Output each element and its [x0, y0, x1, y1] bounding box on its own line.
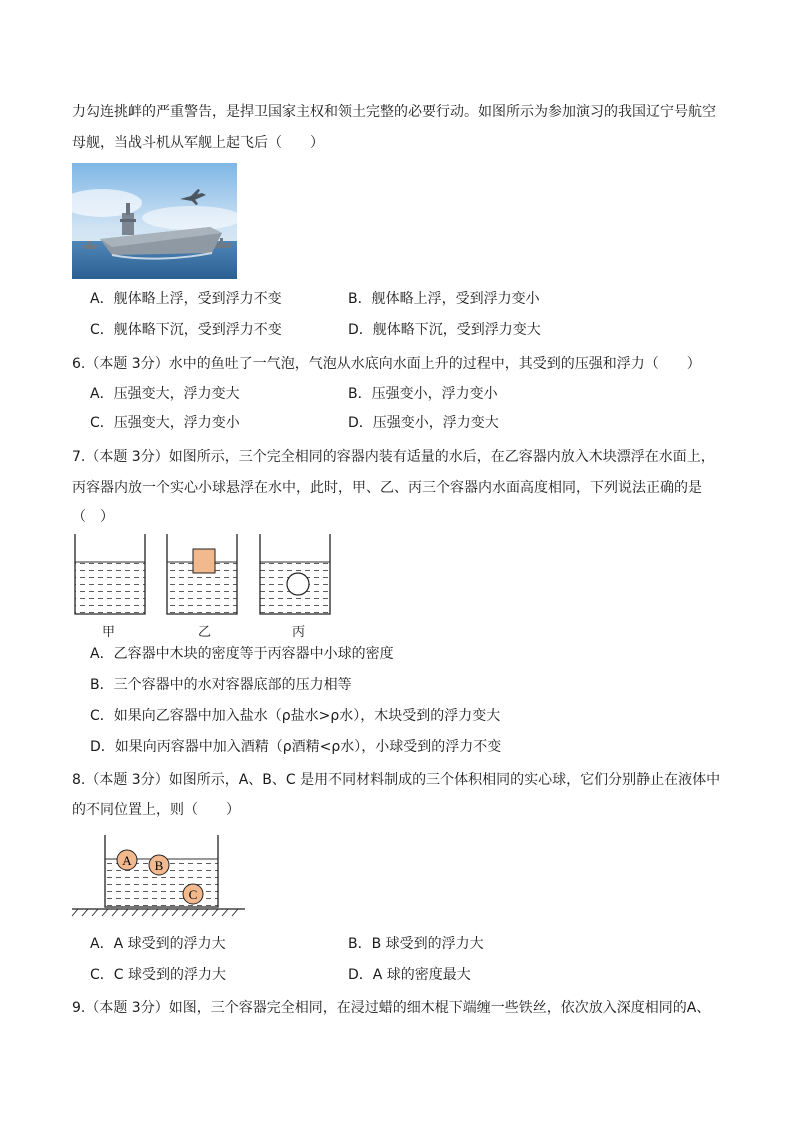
q8-text-line1: 8.（本题 3分）如图所示，A、B、C 是用不同材料制成的三个体积相同的实心球，它们分别静止在液体中 — [72, 772, 721, 788]
q5-option-b: B．舰体略上浮，受到浮力变小 — [348, 291, 540, 307]
q6-option-a: A．压强变大，浮力变大 — [90, 386, 240, 402]
ball-b — [149, 855, 169, 875]
q8-liquid-figure — [70, 832, 250, 918]
label-yi: 乙 — [198, 625, 212, 640]
q8-option-a: A．A 球受到的浮力大 — [90, 936, 226, 952]
q5-text-line1: 力勾连挑衅的严重警告，是捍卫国家主权和领土完整的必要行动。如图所示为参加演习的我国辽宁号航空 — [72, 104, 716, 120]
q7-option-b: B．三个容器中的水对容器底部的压力相等 — [90, 677, 352, 693]
ball-a — [117, 850, 137, 870]
q7-containers-figure — [70, 532, 340, 620]
q6-option-d: D．压强变小，浮力变大 — [348, 415, 499, 431]
ball-b-label: B — [154, 858, 164, 873]
q5-option-a: A．舰体略上浮，受到浮力不变 — [90, 291, 282, 307]
label-bing: 丙 — [292, 625, 306, 640]
solid-ball — [287, 573, 309, 595]
q9-text-line1: 9.（本题 3分）如图，三个容器完全相同，在浸过蜡的细木棍下端缠一些铁丝，依次放入深度相同的A、 — [72, 1000, 711, 1016]
ball-c-label: C — [188, 887, 198, 902]
q8-option-b: B．B 球受到的浮力大 — [348, 936, 484, 952]
q8-option-d: D．A 球的密度最大 — [348, 967, 471, 983]
label-jia: 甲 — [102, 625, 116, 640]
container-jia — [75, 534, 145, 614]
q7-option-a: A．乙容器中木块的密度等于丙容器中小球的密度 — [90, 646, 394, 662]
q5-option-d: D．舰体略下沉，受到浮力变大 — [348, 322, 541, 338]
q6-option-c: C．压强变大，浮力变小 — [90, 415, 240, 431]
q7-option-c: C．如果向乙容器中加入盐水（ρ盐水>ρ水），木块受到的浮力变大 — [90, 708, 501, 724]
q5-option-c: C．舰体略下沉，受到浮力不变 — [90, 322, 282, 338]
wood-block — [193, 549, 215, 573]
aircraft-carrier-photo — [72, 163, 237, 279]
container-yi — [167, 534, 237, 614]
container-bing — [260, 534, 330, 614]
q6-text-line1: 6.（本题 3分）水中的鱼吐了一气泡，气泡从水底向水面上升的过程中，其受到的压强和浮力（ ） — [72, 356, 701, 372]
q5-text-line2: 母舰，当战斗机从军舰上起飞后（ ） — [72, 135, 324, 151]
ball-c — [183, 884, 203, 904]
q6-option-b: B．压强变小，浮力变小 — [348, 386, 498, 402]
q7-text-line2: 丙容器内放一个实心小球悬浮在水中，此时，甲、乙、丙三个容器内水面高度相同，下列说法正确的是 — [72, 480, 702, 496]
ball-a-label: A — [122, 853, 132, 868]
q8-option-c: C．C 球受到的浮力大 — [90, 967, 227, 983]
q8-text-line2: 的不同位置上，则（ ） — [72, 802, 240, 818]
q7-text-line1: 7.（本题 3分）如图所示，三个完全相同的容器内装有适量的水后，在乙容器内放入木块漂浮在水面上， — [72, 449, 715, 465]
q7-text-line3: （ ） — [72, 509, 114, 525]
q7-option-d: D．如果向丙容器中加入酒精（ρ酒精<ρ水），小球受到的浮力不变 — [90, 739, 502, 755]
